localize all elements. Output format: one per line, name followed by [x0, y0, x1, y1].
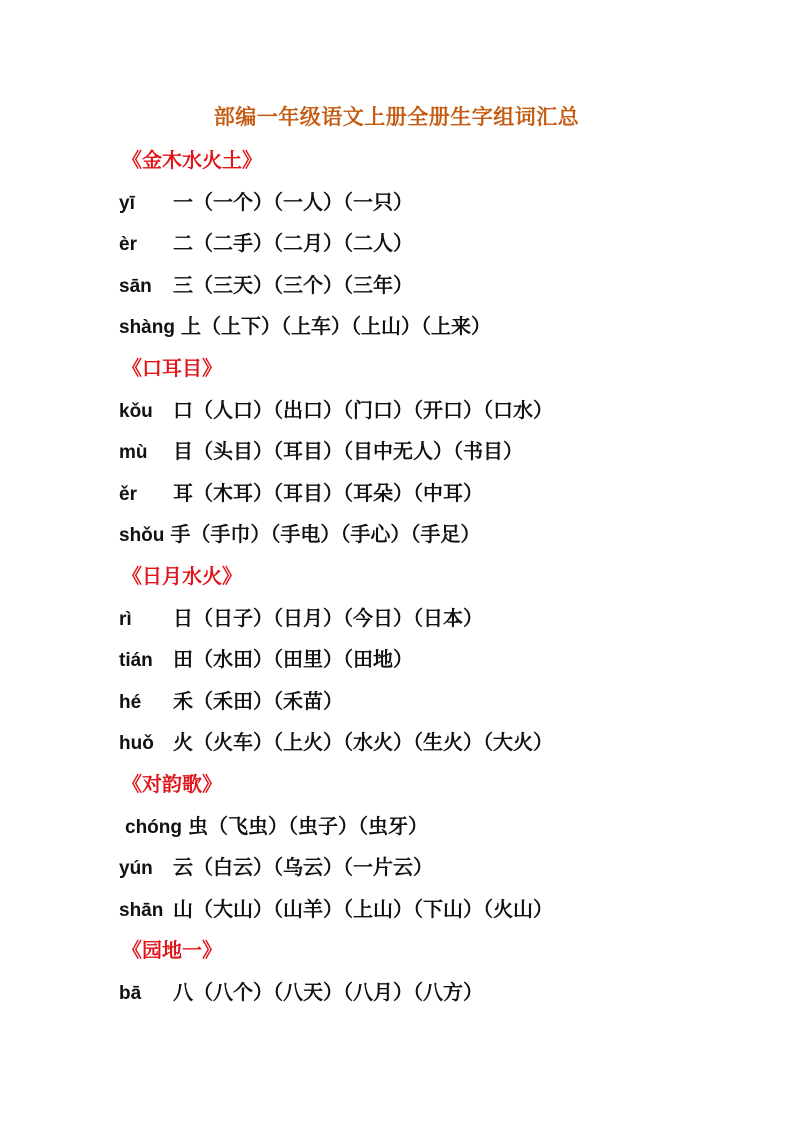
lesson-heading: 《金木水火土》 — [122, 148, 262, 172]
vocab-entry — [119, 473, 759, 515]
pinyin: sān — [119, 275, 152, 297]
pinyin: shān — [119, 899, 164, 921]
pinyin: huǒ — [119, 733, 154, 755]
vocab-list — [119, 140, 759, 1013]
vocab-entry — [119, 182, 759, 224]
word-group: 田（水田）（田里）（田地） — [173, 647, 413, 672]
word-group: 云（白云）（乌云）（一片云） — [173, 855, 433, 880]
vocab-entry — [119, 598, 759, 640]
vocab-entry — [119, 722, 759, 764]
vocab-entry — [119, 514, 759, 556]
lesson-heading: 《园地一》 — [122, 938, 222, 963]
pinyin: yún — [119, 858, 153, 880]
word-group: 上（上下）（上车）（上山）（上来） — [180, 314, 491, 339]
document-title: 部编一年级语文上册全册生字组词汇总 — [213, 105, 580, 129]
pinyin: hé — [119, 691, 142, 713]
word-group: 一（一个）（一人）（一只） — [173, 189, 413, 214]
word-group: 三（三天）（三个）（三年） — [173, 272, 413, 297]
pinyin: chóng — [125, 816, 182, 838]
vocab-entry — [119, 306, 759, 348]
word-group: 手（手巾）（手电）（手心）（手足） — [170, 522, 481, 547]
word-group: 二（二手）（二月）（二人） — [173, 231, 413, 256]
word-group: 口（人口）（出口）（门口）（开口）（口水） — [173, 397, 553, 422]
vocab-entry — [119, 265, 759, 307]
word-group: 耳（木耳）（耳目）（耳朵）（中耳） — [173, 480, 483, 505]
pinyin: yī — [119, 192, 135, 214]
word-group: 禾（禾田）（禾苗） — [173, 688, 343, 713]
vocab-entry — [119, 972, 759, 1014]
vocab-entry — [119, 889, 759, 931]
vocab-entry — [119, 847, 759, 889]
pinyin: bā — [119, 982, 142, 1004]
lesson-heading: 《日月水火》 — [122, 563, 242, 588]
pinyin: shǒu — [119, 525, 165, 547]
word-group: 虫（飞虫）（虫子）（虫牙） — [188, 813, 428, 838]
word-group: 八（八个）（八天）（八月）（八方） — [173, 979, 483, 1004]
lesson-heading: 《对韵歌》 — [122, 771, 222, 796]
pinyin: tián — [119, 650, 153, 672]
word-group: 山（大山）（山羊）（上山）（下山）（火山） — [173, 896, 553, 921]
vocab-entry — [119, 806, 759, 848]
pinyin: kǒu — [119, 400, 153, 422]
vocab-entry — [119, 681, 759, 723]
word-group: 目（头目）（耳目）（目中无人）（书目） — [173, 439, 523, 464]
vocab-entry — [119, 431, 759, 473]
pinyin: èr — [119, 234, 137, 256]
pinyin: rì — [119, 608, 132, 630]
pinyin: ěr — [119, 483, 137, 505]
pinyin: mù — [119, 442, 148, 464]
lesson-heading: 《口耳目》 — [122, 355, 222, 380]
pinyin: shàng — [119, 317, 175, 339]
vocab-entry — [119, 639, 759, 681]
vocab-entry — [119, 390, 759, 432]
word-group: 火（火车）（上火）（水火）（生火）（大火） — [173, 730, 553, 755]
word-group: 日（日子）（日月）（今日）（日本） — [173, 605, 483, 630]
vocab-entry — [119, 223, 759, 265]
